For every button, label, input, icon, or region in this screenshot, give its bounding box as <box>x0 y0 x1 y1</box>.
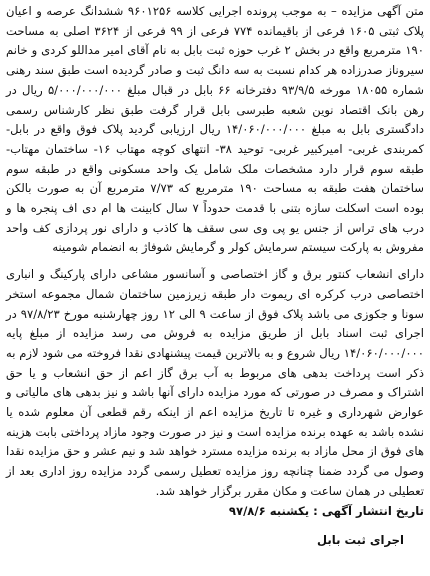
notice-paragraph-2: دارای انشعاب کنتور برق و گاز اختصاصی و آسانسور مشاعی دارای پارکینگ و انباری اختصاصی درب کرکره ای ریموت دار طبقه زیرزمین ساختمان شمال مجموعه استخر سونا و جکوزی می باشد پلاک فوق از ساعت ۹ الی ۱۲ روز چهارشنبه مورخ ۹۷/۸/۲۳ در اجرای ثبت اسناد بابل از طریق مزایده به فروش می رسد مزایده از مبلغ پایه ۱۴/۰۶۰/۰۰۰/۰۰۰ ریال شروع و به بالاترین قیمت پیشنهادی نقدا فروخته می شود لازم به ذکر است پرداخت بدهی های مربوط به آب برق گاز اعم از حق انشعاب و یا حق اشتراک و مصرف در صورتی که مورد مزایده دارای آنها باشد و نیز بدهی های مالیاتی و عوارض شهرداری و غیره تا تاریخ مزایده اعم از اینکه رقم قطعی آن معلوم شده یا نشده باشد به عهده برنده مزایده است و نیز در صورت وجود مازاد پرداختی بابت هزینه های فوق از محل مازاد به برنده مزایده مسترد خواهد شد و نیم عشر و حق مزایده نقدا وصول می گردد ضمنا چنانچه روز مزایده تعطیل رسمی گردد مزایده روز اداری بعد از تعطیلی در همان ساعت و مکان مقرر برگزار خواهد شد. <box>6 267 425 498</box>
notice-paragraph-1: متن آگهی مزایده – به موجب پرونده اجرایی کلاسه ۹۶۰۱۲۵۶ ششدانگ عرصه و اعیان پلاک ثبتی ۱۶۰۵ فرعی از باقیمانده ۷۷۴ فرعی از ۹۹ فرعی از ۳۶۲۴ اصلی به مساحت ۱۹۰ مترمربع واقع در بخش ۲ غرب حوزه ثبت بابل به نام آقای امیر مداللو کردی و خانم سیروناز صدرزاده هر کدام نسبت به سه دانگ ثبت و صادر گردیده است طبق سند رهنی شماره ۱۸۰۵۵ مورخه ۹۳/۹/۵ دفترخانه ۶۶ بابل در قبال مبلغ ۵/۰۰۰/۰۰۰/۰۰۰ ریال در رهن بانک اقتصاد نوین شعبه طبرسی بابل قرار گرفت طبق نظر کارشناس رسمی دادگستری بابل به مبلغ ۱۴/۰۶۰/۰۰۰/۰۰۰ ریال ارزیابی گردید پلاک فوق واقع در بابل- کمربندی غربی- امیرکبیر غربی- توحید ۳۸- انتهای کوچه مهتاب ۱۶- ساختمان مهتاب- طبقه سوم قرار دارد مشخصات ملک شامل یک واحد مسکونی واقع در طبقه سوم ساختمان هفت طبقه به مساحت ۱۹۰ مترمربع که ۷/۷۳ مترمربع آن به صورت بالکن بوده است اسکلت سازه بتنی با قدمت حدوداً ۷ سال کابینت ها ام دی اف پنجره ها و درب های تراس از جنس یو پی وی سی سقف ها کاذب و دارای نور پردازی کف واحد مفروش به پارکت سیستم سرمایش کولر و گرمایش شوفاژ به انضمام شومینه <box>6 4 425 255</box>
publish-date: تاریخ انتشار آگهی : یکشنبه ۹۷/۸/۶ <box>228 503 424 518</box>
signature: اجرای ثبت بابل <box>317 533 404 548</box>
